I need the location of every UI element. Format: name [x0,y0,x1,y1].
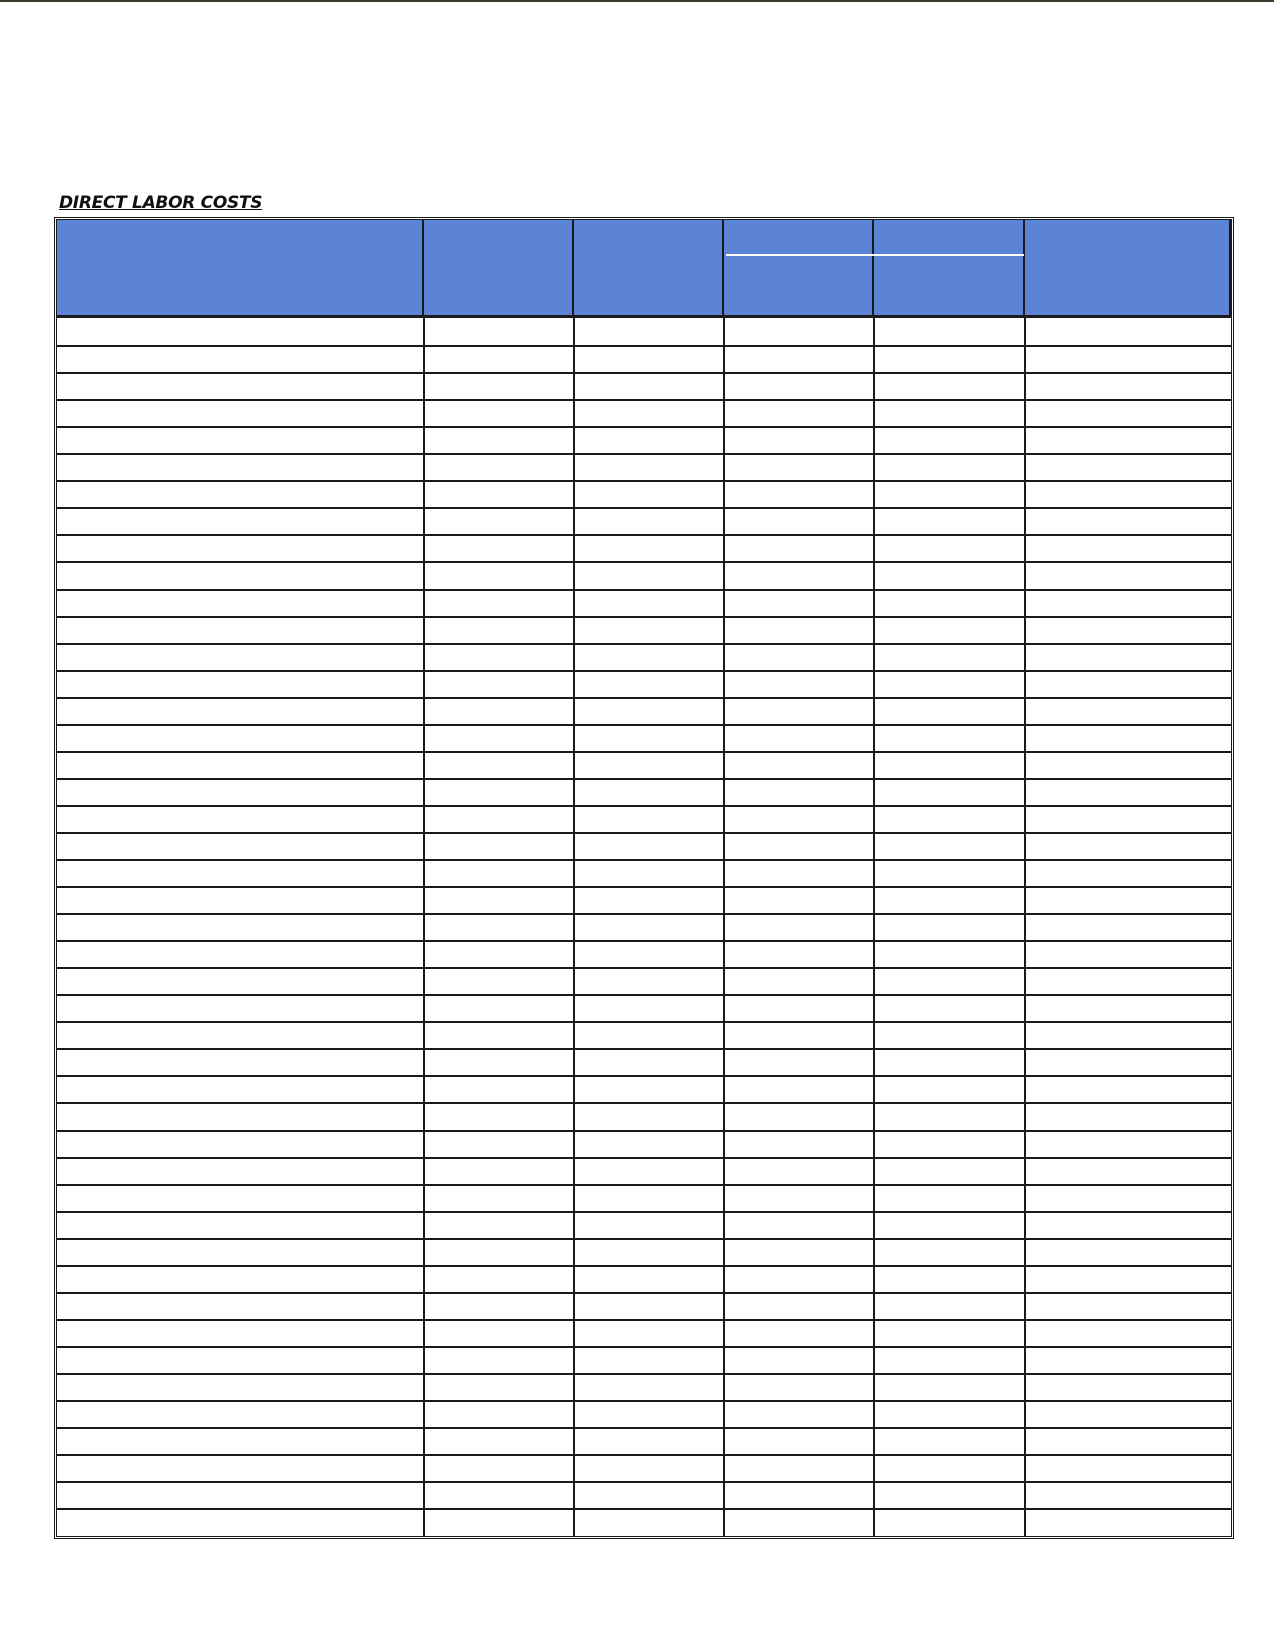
table-row-divider [57,643,1231,645]
table-row-divider [57,1481,1231,1483]
table-row-divider [57,1130,1231,1132]
table-row-divider [57,1400,1231,1402]
header-span-underline [726,254,1024,256]
column-header-5 [874,220,1025,315]
section-title: DIRECT LABOR COSTS [59,193,263,213]
table-row-divider [57,1508,1231,1510]
column-divider [423,318,425,1536]
table-row-divider [57,426,1231,428]
column-header-2 [424,220,574,315]
column-header-3 [574,220,724,315]
table-body [57,318,1231,1536]
column-divider [723,318,725,1536]
table-row-divider [57,670,1231,672]
table-row-divider [57,1238,1231,1240]
column-header-6 [1025,220,1231,315]
column-divider [873,318,875,1536]
table-row-divider [57,345,1231,347]
table-row-divider [57,453,1231,455]
table-row-divider [57,1346,1231,1348]
table-row-divider [57,1021,1231,1023]
table-row-divider [57,1265,1231,1267]
table-row-divider [57,967,1231,969]
page-top-edge [0,0,1274,2]
table-row-divider [57,940,1231,942]
table-row-divider [57,886,1231,888]
table-row-divider [57,751,1231,753]
table-row-divider [57,1373,1231,1375]
table-row-divider [57,1211,1231,1213]
table-header-row [57,220,1231,318]
table-row-divider [57,1184,1231,1186]
table-row-divider [57,372,1231,374]
table-row-divider [57,534,1231,536]
table-row-divider [57,724,1231,726]
table-row-divider [57,1157,1231,1159]
table-row-divider [57,1454,1231,1456]
direct-labor-table [54,217,1234,1539]
table-row-divider [57,480,1231,482]
table-row-divider [57,589,1231,591]
table-row-divider [57,1427,1231,1429]
table-row-divider [57,561,1231,563]
table-row-divider [57,859,1231,861]
table-row-divider [57,616,1231,618]
table-row-divider [57,1048,1231,1050]
table-row-divider [57,913,1231,915]
table-row-divider [57,507,1231,509]
table-row-divider [57,1075,1231,1077]
table-row-divider [57,399,1231,401]
column-divider [1024,318,1026,1536]
column-header-1 [57,220,424,315]
table-row-divider [57,994,1231,996]
column-divider [573,318,575,1536]
table-row-divider [57,1292,1231,1294]
column-header-4 [724,220,874,315]
table-row-divider [57,832,1231,834]
table-row-divider [57,1319,1231,1321]
table-row-divider [57,697,1231,699]
table-row-divider [57,1102,1231,1104]
table-row-divider [57,805,1231,807]
table-row-divider [57,778,1231,780]
